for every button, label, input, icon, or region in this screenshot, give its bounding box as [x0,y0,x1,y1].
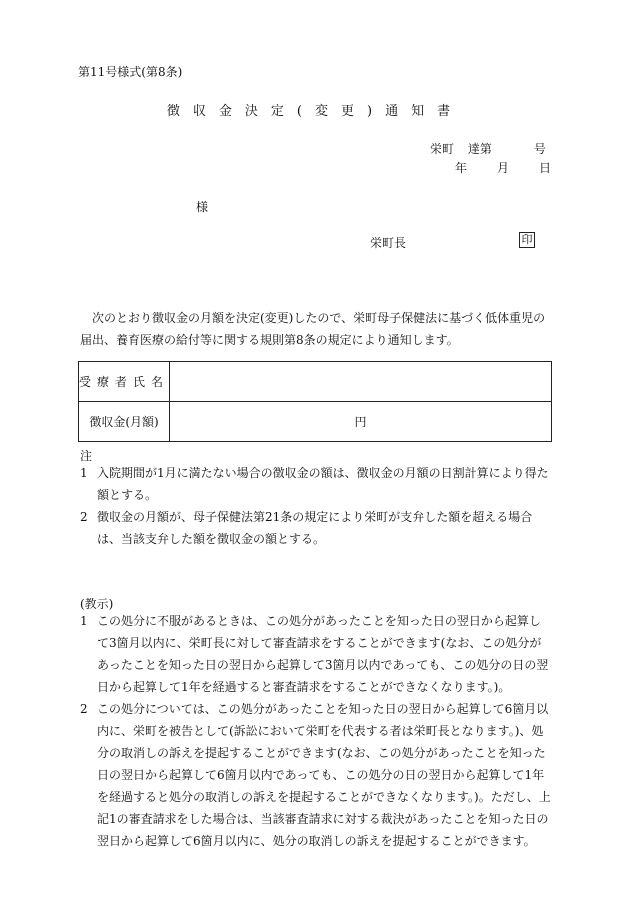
recipient-label: 様 [196,200,209,214]
instructions-list [80,610,552,852]
list-item: 1 この処分に不服があるときは、この処分があったことを知った日の翌日から起算して3箇月以内に、栄町長に対して審査請求をすることができます(なお、この処分があったことを知った日の翌日から起算して3箇月以内であっても、この処分の日の翌日から起算して1年を経過すると審査請求をすることができなくなります。)。 [80,614,549,694]
notice-table [78,361,552,442]
issue-date [455,159,551,176]
doc-number-prefix: 栄町 [430,142,455,156]
doc-number-suffix: 号 [533,142,546,156]
monthly-fee-value: 円 [170,402,552,442]
instructions-heading: (教示) [80,597,114,611]
seal-mark: 印 [519,232,535,248]
table-row [79,362,552,402]
notice-body: 次のとおり徴収金の月額を決定(変更)したので、栄町母子保健法に基づく低体重児の届出、養育医療の給付等に関する規則第8条の規定により通知します。 [80,311,546,347]
date-year: 年 [455,161,468,175]
document-number [430,140,546,157]
doc-number-middle: 達第 [467,142,492,156]
document-title: 徴収金決定(変更)通知書 [166,104,464,119]
date-month: 月 [497,161,510,175]
patient-name-value [170,362,552,402]
issuer-name: 栄町長 [370,236,407,250]
date-day: 日 [539,161,552,175]
form-number: 第11号様式(第8条) [78,65,183,79]
list-item: 1 入院期間が1月に満たない場合の徴収金の額は、徴収金の月額の日割計算により得た額とする。 [80,466,549,502]
patient-name-label: 受療者氏名 [79,362,170,402]
list-item: 2 徴収金の月額が、母子保健法第21条の規定により栄町が支弁した額を超える場合は、当該支弁した額を徴収金の額とする。 [80,510,533,546]
notes-list [80,462,550,550]
list-item: 2 この処分については、この処分があったことを知った日の翌日から起算して6箇月以内に、栄町を被告として(訴訟において栄町を代表する者は栄町長となります。)、処分の取消しの訴えを提起することができます(なお、この処分があったことを知った日の翌日から起算して6箇月以内であっても、この処分の日の翌日から起算して1年を経過すると処分の取消しの訴えを提起することができなくなります。)。ただし、上記1の審査請求をした場合は、当該審査請求に対する裁決があったことを知った日の翌日から起算して6箇月以内に、処分の取消しの訴えを提起することができます。 [80,702,551,848]
notes-heading: 注 [80,449,93,463]
monthly-fee-label: 徴収金(月額) [79,402,170,442]
table-row [79,402,552,442]
